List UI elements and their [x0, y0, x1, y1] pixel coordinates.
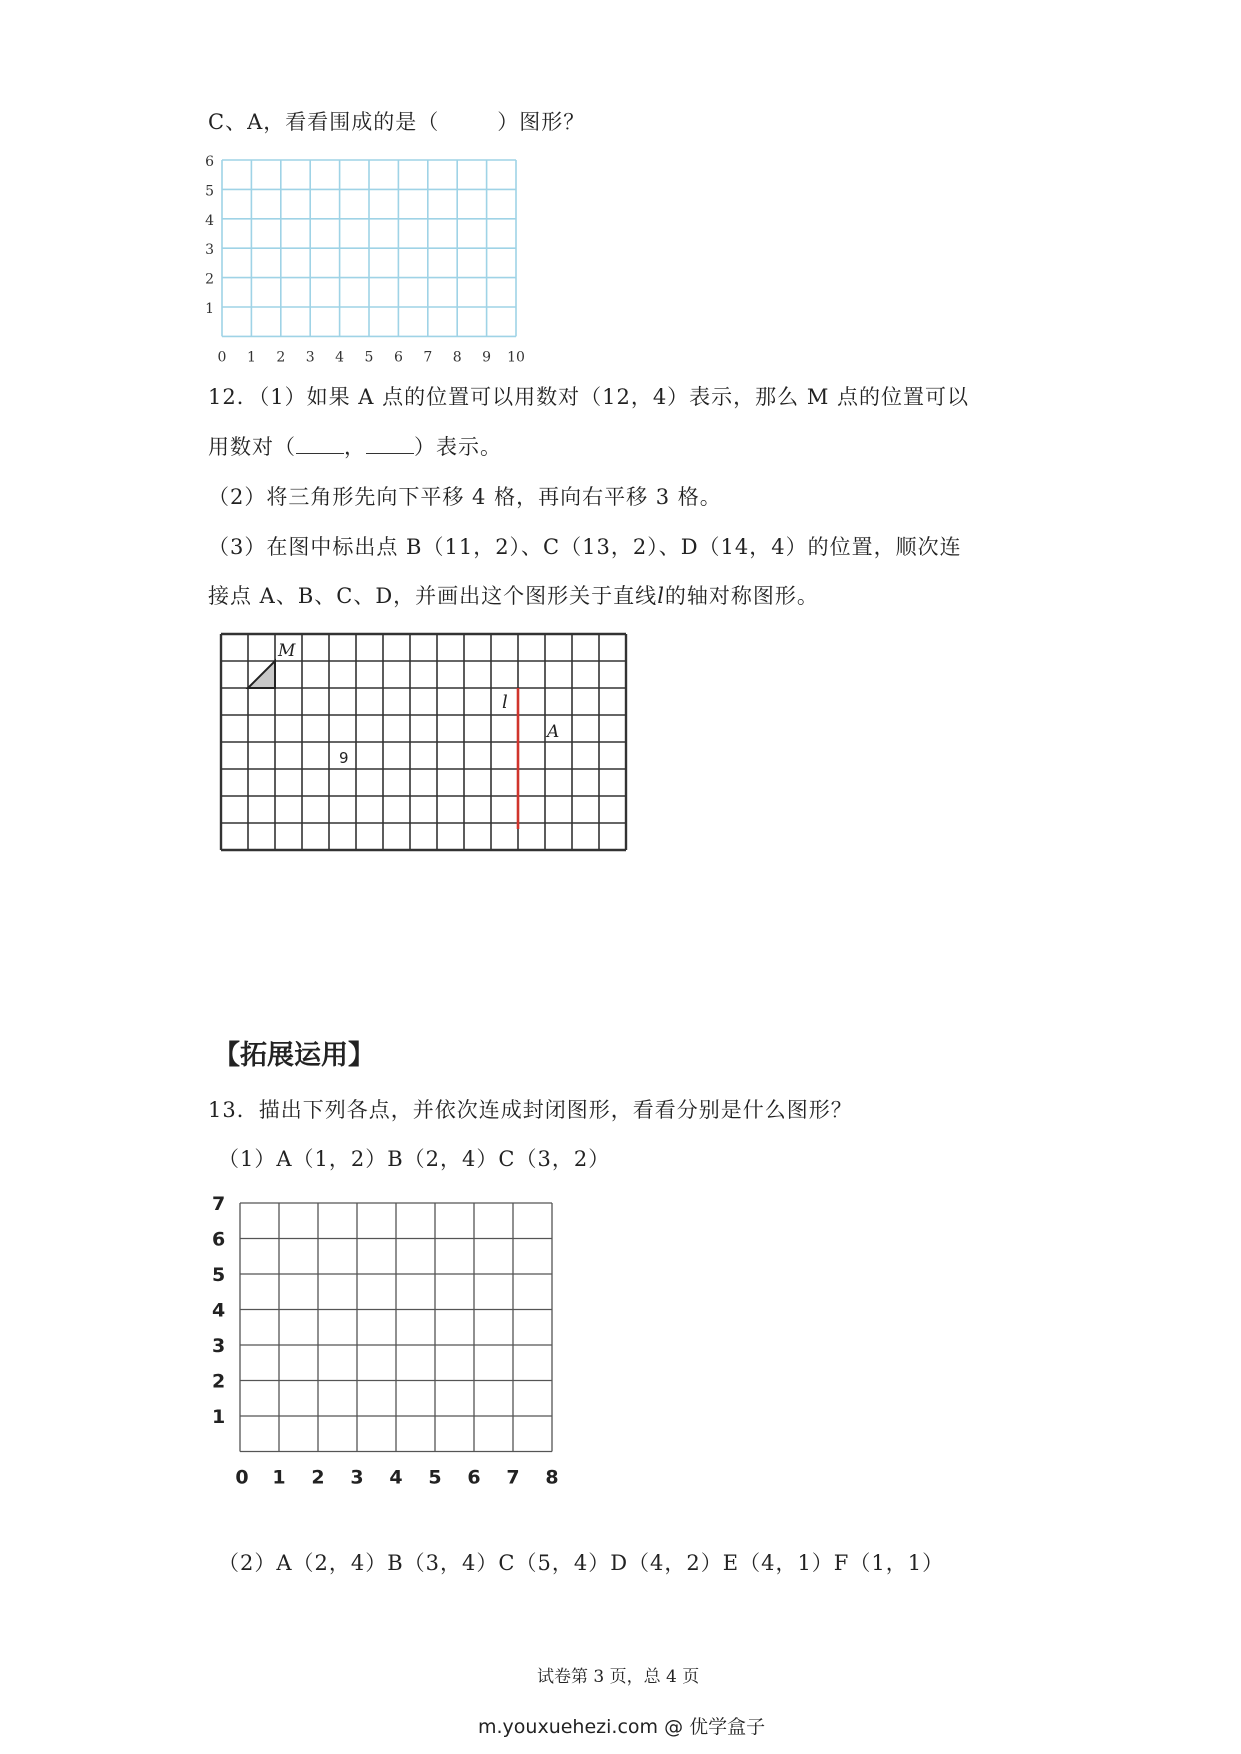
q13-part-1: （1）A（1，2）B（2，4）C（3，2）: [218, 1147, 611, 1171]
q12-line-2: [208, 431, 502, 461]
grid3-y-tick-label: 7: [212, 1193, 226, 1215]
point-a-label: A: [547, 722, 560, 742]
grid3-x-tick-label: 4: [389, 1466, 403, 1489]
q11-question-line: [208, 106, 585, 136]
grid3-y-tick-label: 3: [212, 1335, 226, 1357]
q12-line-5-c: 的轴对称图形。: [664, 584, 819, 608]
triangle-shape: [248, 661, 275, 688]
grid1-x-tick-label: 9: [482, 349, 492, 366]
q11-text-a: C、A，看看围成的是（: [208, 110, 440, 134]
grid1-x-tick-label: 7: [423, 349, 433, 366]
grid3-y-tick-label: 2: [212, 1370, 226, 1393]
coordinate-grid-2: [221, 634, 631, 854]
q13-part-2: （2）A（2，4）B（3，4）C（5，4）D（4，2）E（4，1）F（1，1）: [218, 1551, 945, 1575]
grid1-x-tick-label: 5: [364, 349, 374, 366]
coordinate-grid-3: [212, 1195, 612, 1525]
answer-blank-y[interactable]: [366, 435, 414, 454]
brand-watermark: m.youxuehezi.com @ 优学盒子: [478, 1716, 766, 1738]
q12-line-5-a: 接点 A、B、C、D，并画出这个图形关于直线: [208, 584, 658, 608]
coordinate-grid-1: [200, 150, 530, 366]
grid3-x-tick-label: 0: [235, 1466, 249, 1489]
q12-line-2-a: 用数对（: [208, 435, 296, 459]
grid1-x-tick-label: 4: [335, 349, 345, 366]
q12-line-5: [208, 580, 819, 610]
grid1-y-tick-label: 1: [205, 301, 214, 317]
grid1-y-tick-label: 3: [205, 242, 214, 259]
grid1-x-tick-label: 3: [305, 349, 315, 366]
grid1-x-tick-label: 8: [452, 349, 462, 366]
grid1-y-tick-label: 4: [205, 212, 214, 229]
grid3-y-tick-label: 5: [212, 1264, 226, 1286]
grid1-y-tick-label: 5: [205, 183, 214, 200]
q13-line-1: 13．描出下列各点，并依次连成封闭图形，看看分别是什么图形？: [208, 1098, 853, 1122]
grid1-x-tick-label: 2: [276, 349, 286, 366]
grid3-y-tick-label: 6: [212, 1228, 226, 1251]
grid3-x-tick-label: 3: [350, 1466, 364, 1489]
grid3-x-tick-label: 5: [428, 1466, 442, 1489]
grid1-y-tick-label: 6: [205, 154, 214, 170]
grid1-x-tick-label: 0: [217, 349, 227, 366]
grid3-x-tick-label: 1: [272, 1466, 286, 1489]
grid1-x-tick-label: 10: [507, 349, 525, 366]
q12-line-2-b: ，: [344, 435, 366, 459]
q12-line-3: （2）将三角形先向下平移 4 格，再向右平移 3 格。: [208, 485, 722, 509]
grid3-x-tick-label: 2: [311, 1466, 325, 1489]
grid3-y-tick-label: 1: [212, 1406, 226, 1428]
q12-line-2-c: ）表示。: [414, 435, 502, 459]
answer-blank-x[interactable]: [296, 435, 344, 454]
q12-line-5-l: l: [657, 584, 665, 608]
grid3-x-tick-label: 8: [545, 1466, 559, 1489]
q12-line-4: （3）在图中标出点 B（11，2）、C（13，2）、D（14，4）的位置，顺次连: [208, 535, 962, 559]
section-heading: 【拓展运用】: [213, 1040, 375, 1071]
page-footer: 试卷第 3 页，总 4 页: [537, 1667, 700, 1687]
grid1-x-tick-label: 1: [246, 349, 256, 366]
point-m-label: M: [278, 641, 296, 661]
q11-text-b: ）图形？: [497, 110, 586, 134]
line-l-label: l: [502, 692, 508, 713]
grid1-y-tick-label: 2: [205, 271, 214, 288]
grid3-y-tick-label: 4: [212, 1299, 226, 1322]
grid3-x-tick-label: 6: [467, 1466, 481, 1489]
grid3-x-tick-label: 7: [506, 1466, 520, 1489]
q12-line-1: 12．（1）如果 A 点的位置可以用数对（12，4）表示，那么 M 点的位置可以: [208, 385, 970, 409]
stray-9-label: 9: [339, 749, 349, 767]
grid1-x-tick-label: 6: [393, 349, 403, 366]
